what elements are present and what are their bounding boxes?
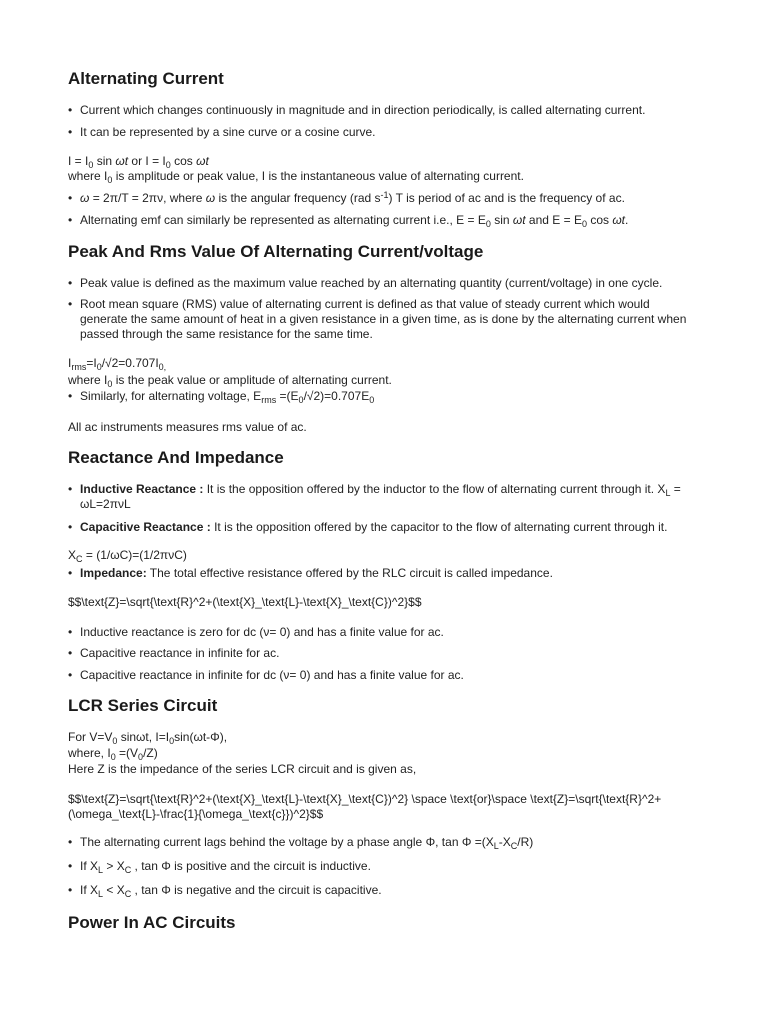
formula-explanation: where $I_0$ is amplitude or peak value, I is the instantaneous value of alternating current. [68,169,524,185]
list-item [68,625,698,640]
lcr-line-1: For $V=V_0$ sinωt, $I=I_0\sin(\omega t-\Phi)$, [68,730,228,746]
list-item-text: Impedance: The total effective resistance offered by the RLC circuit is called impedance. [80,566,553,580]
list-item-text: ω = 2π/T = 2πν, where ω is the angular frequency (rad $s^{-1}$) T is period of ac and is the frequency of ac. [80,190,625,205]
heading-reactance-impedance: Reactance And Impedance [68,448,284,467]
list-item [68,566,698,581]
list-item-text: If $X_L < X_C$ , tan Φ is negative and the circuit is capacitive. [80,883,382,899]
lcr-line-3: Here Z is the impedance of the series LCR circuit and is given as, [68,762,417,776]
list-item [68,389,698,404]
bullet: • [68,103,73,117]
list-item-text: If $X_L > X_C$ , tan Φ is positive and the circuit is inductive. [80,859,371,875]
list-item-text: Capacitive reactance in infinite for ac. [80,646,280,660]
bullet: • [68,566,73,580]
formula-irms: $I_{rms}=I_0/√2=0.707I_{0,}$ [68,356,167,372]
list-item [68,883,698,898]
bullet: • [68,482,73,496]
heading-alternating-current: Alternating Current [68,69,224,88]
list-item [68,482,698,512]
bullet: • [68,297,73,311]
list-item [68,213,698,228]
bullet: • [68,625,73,639]
list-item [68,103,698,118]
list-item-text: Inductive Reactance : It is the opposition offered by the inductor to the flow of alternating current through it. $X_L = \omega L=2\pi\nu L$ [80,482,681,511]
list-item-text: Peak value is defined as the maximum value reached by an alternating quantity (current/voltage) in one cycle. [80,276,663,290]
list-item-text: Capacitive reactance in infinite for dc (ν= 0) and has a finite value for ac. [80,668,464,682]
bullet: • [68,276,73,290]
list-item-text: It can be represented by a sine curve or a cosine curve. [80,125,376,139]
bullet: • [68,213,73,227]
heading-power-ac: Power In AC Circuits [68,913,236,932]
list-item-text: Similarly, for alternating voltage, $E_{rms} =(E_0/√2)=0.707E_0$ [80,389,375,405]
bullet: • [68,191,73,205]
list-item-text: Inductive reactance is zero for dc (ν= 0) and has a finite value for ac. [80,625,444,639]
list-item [68,668,698,683]
list-item [68,297,698,342]
heading-peak-rms: Peak And Rms Value Of Alternating Current/voltage [68,242,484,261]
latex-impedance: $$\text{Z}=\sqrt{\text{R}^2+(\text{X}_\text{L}-\text{X}_\text{C})^2}$$ [68,595,422,609]
list-item [68,191,698,206]
list-item [68,646,698,661]
bullet: • [68,389,73,403]
bullet: • [68,668,73,682]
latex-lcr-line-2: (\omega_\text{L}-\frac{1}{\omega_\text{c}})^2}$$ [68,807,324,821]
formula-current: $I = I_0$ sin ωt or $I = I_0$ cos ωt [68,154,209,170]
note-text: All ac instruments measures rms value of ac. [68,420,307,434]
list-item-text: Capacitive Reactance : It is the opposition offered by the capacitor to the flow of alternating current through it. [80,520,668,534]
list-item-text: Current which changes continuously in magnitude and in direction periodically, is called alternating current. [80,103,646,117]
list-item [68,835,698,850]
list-item [68,276,698,291]
list-item [68,125,698,140]
latex-lcr-line-1: $$\text{Z}=\sqrt{\text{R}^2+(\text{X}_\text{L}-\text{X}_\text{C})^2} \space \text{or}\space \text{Z}=\sqrt{\text{R}^2+ [68,792,662,806]
bullet: • [68,835,73,849]
bullet: • [68,646,73,660]
list-item-text: Alternating emf can similarly be represented as alternating current i.e., $E = E_0$ sin ωt and $E = E_0$ cos ωt. [80,213,629,229]
formula-explanation: where $I_0$ is the peak value or amplitude of alternating current. [68,373,392,389]
list-item-text: The alternating current lags behind the voltage by a phase angle Φ, $\tan \Phi =(X_L-X_C/R)$ [80,835,534,851]
lcr-line-2: where, $I_0 =(V_0/Z)$ [68,746,158,762]
formula-xc: $X_C = (1/\omega C)=(1/2\pi\nu C)$ [68,548,187,564]
list-item [68,859,698,874]
bullet: • [68,883,73,897]
bullet: • [68,520,73,534]
list-item [68,520,698,535]
heading-lcr-series: LCR Series Circuit [68,696,218,715]
bullet: • [68,859,73,873]
bullet: • [68,125,73,139]
list-item-text: Root mean square (RMS) value of alternating current is defined as that value of steady current which would generate the same amount of heat in a given resistance in a given time, as is done by the alternating current when passed through the same resistance for the same time. [80,297,687,341]
